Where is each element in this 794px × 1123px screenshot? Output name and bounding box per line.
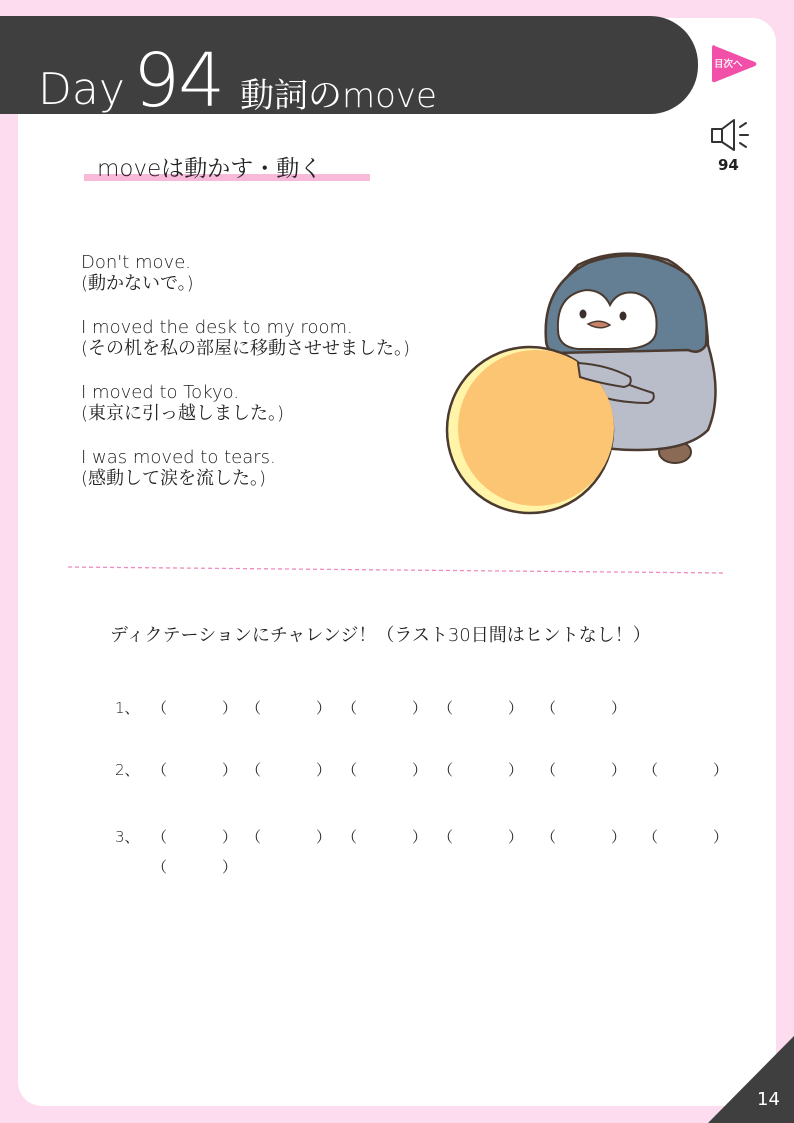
day-number: 94: [133, 38, 224, 124]
example-english: I moved the desk to my room.: [81, 317, 353, 338]
page-corner: [708, 1036, 794, 1123]
section-divider: [68, 560, 728, 580]
example-japanese: (感動して涙を流した。): [81, 468, 267, 489]
page-number: 14: [757, 1089, 780, 1110]
example-japanese: (東京に引っ越しました。): [81, 403, 285, 424]
section-heading: [84, 150, 323, 183]
toc-button[interactable]: [710, 43, 758, 85]
example-item: [81, 382, 410, 424]
audio-button[interactable]: [708, 118, 758, 178]
toc-button-label: 目次へ: [714, 59, 743, 70]
example-item: [81, 447, 410, 489]
audio-track-number: 94: [718, 156, 739, 174]
dictation-row-label: 1、: [115, 699, 140, 717]
example-japanese: (動かないで。): [81, 273, 194, 294]
dictation-row-label: 3、: [115, 828, 140, 846]
example-english: Don't move.: [81, 252, 192, 273]
example-japanese: (その机を私の部屋に移動させせました。): [81, 338, 411, 359]
section-heading-text: moveは動かす・動く: [97, 156, 323, 182]
example-english: I was moved to tears.: [81, 447, 276, 468]
speaker-icon: [708, 118, 754, 154]
dictation-row-label: 2、: [115, 761, 140, 779]
dictation-title: ディクテーションにチャレンジ！（ラスト30日間はヒントなし！）: [110, 625, 651, 646]
penguin-illustration: [438, 245, 728, 520]
page-subtitle: 動詞のmove: [240, 76, 437, 116]
day-label: Day: [38, 64, 125, 115]
example-english: I moved to Tokyo.: [81, 382, 240, 403]
title-bar: [0, 16, 698, 124]
example-list: [81, 252, 410, 512]
example-item: [81, 317, 410, 359]
example-item: [81, 252, 410, 294]
